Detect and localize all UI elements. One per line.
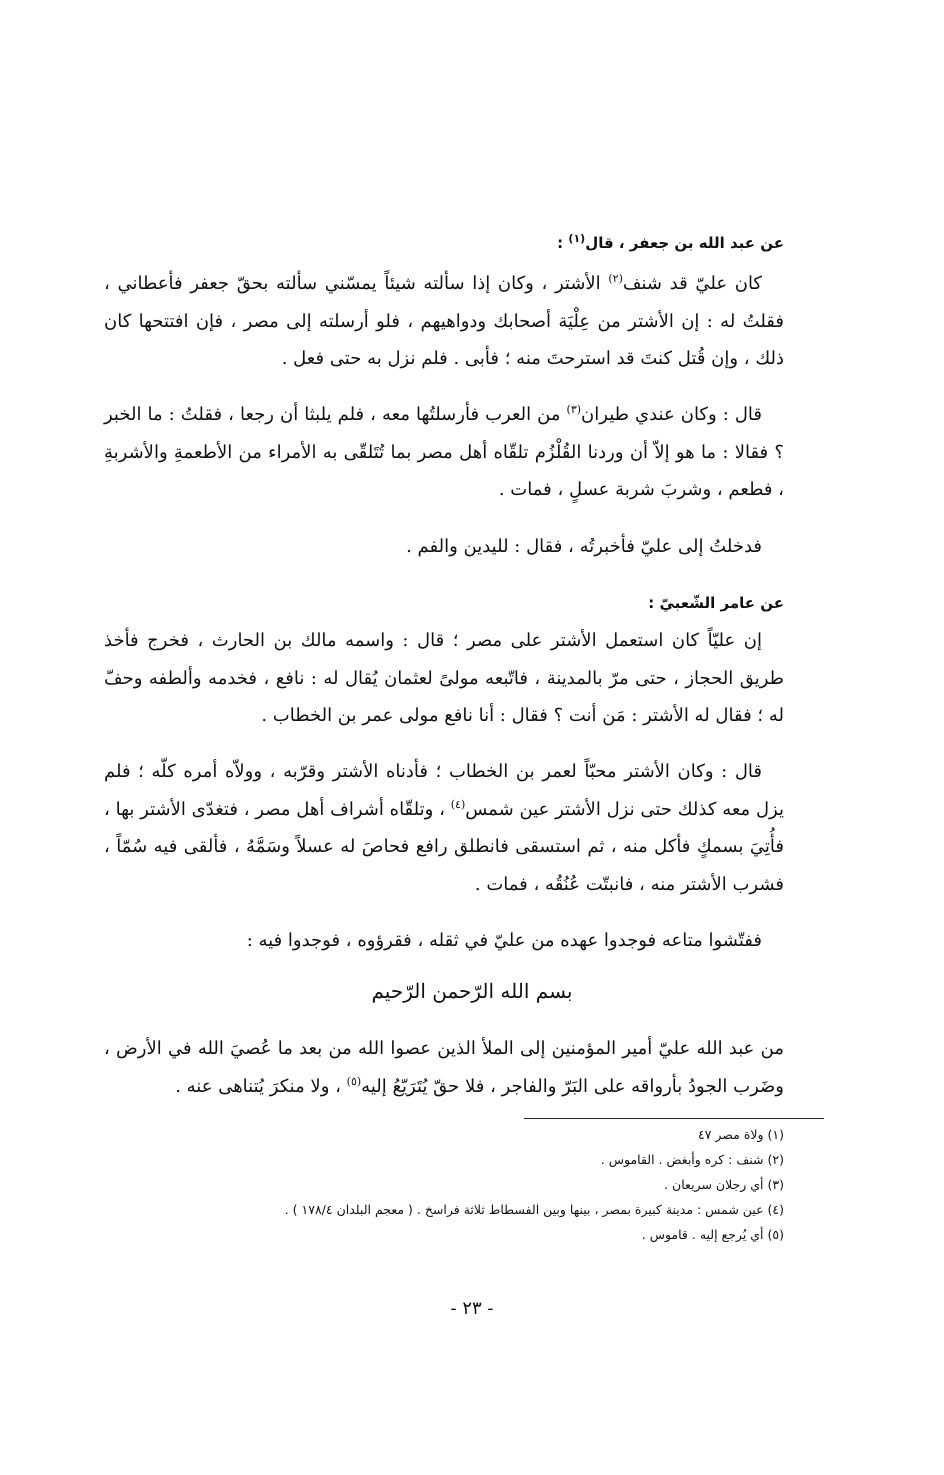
footnote-4: (٤) عين شمس : مدينة كبيرة بمصر ، بينها وبين الفسطاط ثلاثة فراسخ . ( معجم البلدان ١٧٨/٤ ) .: [284, 1202, 784, 1217]
footnote-ref-3: (٣): [566, 403, 582, 416]
heading-text: عن عبد الله بن جعفر ، قال: [585, 234, 784, 252]
paragraph-text: من عبد الله عليّ أمير المؤمنين إلى الملأ الذين عصوا الله من بعد ما عُصيَ الله في الأرض ، وضَرب الجودُ بأرواقه على البَرّ والفاجر ، فلا حقّ يُتَرَيّعُ إليه: [104, 1038, 784, 1097]
paragraph-text: قال : وكان الأشتر محبّاً لعمر بن الخطاب ؛ فأدناه الأشتر وقرّبه ، وولاّه أمره كلّه ؛ فلم يزل معه كذلك حتى نزل الأشتر عين شمس: [104, 761, 785, 820]
paragraph-text: من العرب فأرسلتُها معه ، فلم يلبثا أن رجعا ، فقلتُ : ما الخبر ؟ فقالا : ما هو إلاّ أن وردنا القُلْزُم تلقّاه أهل مصر بما تُتَلقّى به الأمراء من الأطعمةِ والأشربةِ ، فطعم ، وشربَ شربة عسلٍ ، فمات .: [104, 404, 784, 500]
footnote-ref-4: (٤): [450, 797, 466, 811]
paragraph-4: إن عليّاً كان استعمل الأشتر على مصر ؛ قال : واسمه مالك بن الحارث ، فخرج فأخذ طريق الحجاز ، حتى مرّ بالمدينة ، فاتّبعه مولىً لعثمان يُقال له : نافع ، فخدمه وألطفه وحفّ له ؛ فقال له الأشتر : مَن أنت ؟ فقال : أنا نافع مولى عمر بن الخطاب .: [104, 630, 784, 726]
paragraph-6: ففتّشوا متاعه فوجدوا عهده من عليّ في ثقله ، فقرؤوه ، فوجدوا فيه :: [246, 930, 762, 951]
footnote-ref-5: (٥): [346, 1074, 362, 1088]
footnote-2: (٢) شنف : كره وأبغض . القاموس .: [600, 1152, 784, 1167]
section-heading-shabi: عن عامر الشّعبيّ :: [648, 594, 784, 612]
footnote-5: (٥) أي يُرجع إليه . قاموس .: [641, 1227, 784, 1242]
paragraph-text: ، وتلقّاه أشراف أهل مصر ، فتغدّى الأشتر بها ، فأُتِيَ بسمكٍ فأكل منه ، ثم استسقى فانطلق رافع فحاصَ له عسلاً وسَمَّهُ ، فألقى فيه سُمّاً ، فشرب الأشتر منه ، فانبتّت عُنُقُه ، فمات .: [104, 798, 784, 895]
footnote-separator: [524, 1118, 824, 1119]
heading-colon: :: [557, 234, 569, 252]
paragraph-2: [104, 396, 784, 509]
footnotes: [104, 1122, 784, 1247]
paragraph-text: ، ولا منكرَ يُتناهى عنه .: [175, 1075, 347, 1097]
page-number: - ٢٣ -: [450, 1298, 494, 1319]
footnote-3: (٣) أي رجلان سريعان .: [664, 1177, 784, 1192]
paragraph-text: قال : وكان عندي طيران: [581, 404, 762, 425]
section-heading-jafar: [104, 232, 784, 254]
paragraph-5: [104, 753, 784, 903]
paragraph-7: [104, 1030, 784, 1105]
footnote-ref-1: (١): [568, 232, 586, 245]
footnote-1: (١) ولاة مصر ٤٧: [698, 1127, 784, 1142]
basmala: بسم الله الرّحمن الرّحيم: [371, 979, 573, 1003]
footnote-ref-2: (٢): [608, 272, 623, 285]
paragraph-text: كان عليّ قد شنف: [622, 273, 762, 294]
paragraph-text: الأشتر ، وكان إذا سألته شيئاً يمسّني سألته بحقّ جعفر فأعطاني ، فقلتُ له : إن الأشتر من عِلْيَة أصحابك ودواهيهم ، فلو أرسلته إلى مصر ، فإن افتتحها كان ذلك ، وإن قُتل كنتَ قد استرحتَ منه ؛ فأبى . فلم نزل به حتى فعل .: [104, 273, 784, 369]
paragraph-3: فدخلتُ إلى عليّ فأخبرتُه ، فقال : لليدين والفم .: [406, 536, 762, 557]
paragraph-1: [104, 265, 784, 378]
